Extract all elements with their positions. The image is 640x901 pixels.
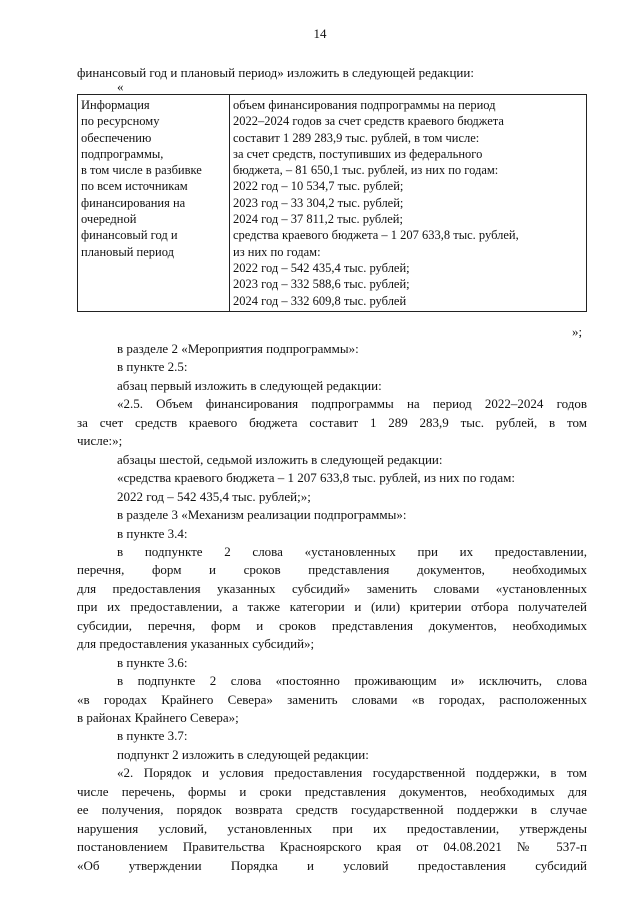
right-cell-line: 2022 год – 542 435,4 тыс. рублей; bbox=[233, 260, 410, 275]
right-cell-line: составит 1 289 283,9 тыс. рублей, в том числе: bbox=[233, 130, 480, 145]
left-cell-line: обеспечению bbox=[81, 130, 152, 145]
right-cell-line: 2024 год – 332 609,8 тыс. рублей bbox=[233, 293, 407, 308]
body-line: перечня, форм и сроков представления документов, необходимых bbox=[77, 562, 587, 578]
body-line: при их предоставлении, а также категории и (или) критерии отбора получателей bbox=[77, 599, 587, 615]
body-line: «средства краевого бюджета – 1 207 633,8 тыс. рублей, из них по годам: bbox=[117, 470, 515, 486]
body-line: в пункте 3.7: bbox=[117, 728, 188, 744]
left-cell-line: финансовый год и bbox=[81, 228, 178, 243]
quote-close: »; bbox=[572, 324, 583, 339]
right-cell-line: средства краевого бюджета – 1 207 633,8 тыс. рублей, bbox=[233, 228, 519, 243]
body-line: в пункте 3.4: bbox=[117, 525, 188, 541]
left-cell-line: очередной bbox=[81, 212, 137, 227]
right-cell-line: 2022–2024 годов за счет средств краевого бюджета bbox=[233, 114, 504, 129]
body-line: числе:»; bbox=[77, 433, 123, 449]
table-left-cell bbox=[78, 95, 230, 312]
left-cell-line: по ресурсному bbox=[81, 114, 160, 129]
body-line: числе перечень, формы и сроки представления документов, необходимых для bbox=[77, 783, 587, 799]
body-line: в подпункте 2 слова «установленных при их предоставлении, bbox=[117, 543, 587, 559]
body-line: «2. Порядок и условия предоставления государственной поддержки, в том bbox=[117, 765, 587, 781]
table-right-cell bbox=[230, 95, 587, 312]
right-cell-line: за счет средств, поступивших из федерального bbox=[233, 146, 483, 161]
right-cell-line: 2024 год – 37 811,2 тыс. рублей; bbox=[233, 212, 403, 227]
left-cell-line: Информация bbox=[81, 98, 150, 112]
page-number: 14 bbox=[313, 26, 327, 41]
body-line: абзац первый изложить в следующей редакции: bbox=[117, 377, 382, 393]
body-line: «Об утверждении Порядка и условий предоставления субсидий bbox=[77, 857, 587, 873]
right-cell-line: 2023 год – 33 304,2 тыс. рублей; bbox=[233, 195, 404, 210]
right-cell-line: 2023 год – 332 588,6 тыс. рублей; bbox=[233, 277, 410, 292]
body-line: нарушения условий, установленных при их предоставлении, утверждены bbox=[77, 820, 587, 836]
body-line: абзацы шестой, седьмой изложить в следующей редакции: bbox=[117, 451, 443, 467]
body-line: в районах Крайнего Севера»; bbox=[77, 710, 239, 725]
body-line: за счет средств краевого бюджета составит 1 289 283,9 тыс. рублей, в том bbox=[77, 414, 587, 430]
left-cell-line: финансирования на bbox=[81, 195, 186, 210]
left-cell-line: подпрограммы, bbox=[81, 146, 164, 161]
intro-line: финансовый год и плановый период» изложить в следующей редакции: bbox=[77, 65, 474, 80]
body-line: постановлением Правительства Красноярского края от 04.08.2021 № 537-п bbox=[77, 839, 587, 855]
right-cell-line: из них по годам: bbox=[233, 244, 321, 259]
table-row bbox=[78, 95, 587, 312]
body-line: «2.5. Объем финансирования подпрограммы на период 2022–2024 годов bbox=[117, 396, 587, 412]
body-line: в пункте 3.6: bbox=[117, 654, 188, 670]
right-cell-line: объем финансирования подпрограммы на период bbox=[233, 98, 496, 112]
right-cell-line: бюджета, – 81 650,1 тыс. рублей, из них по годам: bbox=[233, 163, 499, 178]
body-line: в разделе 3 «Механизм реализации подпрограммы»: bbox=[117, 507, 407, 523]
left-cell-line: плановый период bbox=[81, 244, 174, 259]
left-cell-line: по всем источникам bbox=[81, 179, 188, 194]
body-line: для предоставления указанных субсидий»; bbox=[77, 636, 315, 652]
body-line: в пункте 2.5: bbox=[117, 359, 188, 375]
left-cell-line: в том числе в разбивке bbox=[81, 163, 202, 178]
quote-open: « bbox=[117, 79, 124, 94]
body-line: ее получения, порядок возврата средств государственной поддержки в случае bbox=[77, 802, 587, 818]
body-line: подпункт 2 изложить в следующей редакции: bbox=[117, 746, 369, 762]
body-line: 2022 год – 542 435,4 тыс. рублей;»; bbox=[117, 488, 311, 504]
body-line: в подпункте 2 слова «постоянно проживающим и» исключить, слова bbox=[117, 673, 587, 689]
body-line: субсидии, перечня, форм и сроков представления документов, необходимых bbox=[77, 617, 587, 633]
body-line: «в городах Крайнего Севера» заменить словами «в городах, расположенных bbox=[77, 691, 587, 707]
body-line: для предоставления указанных субсидий» заменить словами «установленных bbox=[77, 580, 587, 596]
funding-info-table bbox=[77, 94, 587, 312]
body-line: в разделе 2 «Мероприятия подпрограммы»: bbox=[117, 341, 359, 356]
right-cell-line: 2022 год – 10 534,7 тыс. рублей; bbox=[233, 179, 404, 194]
